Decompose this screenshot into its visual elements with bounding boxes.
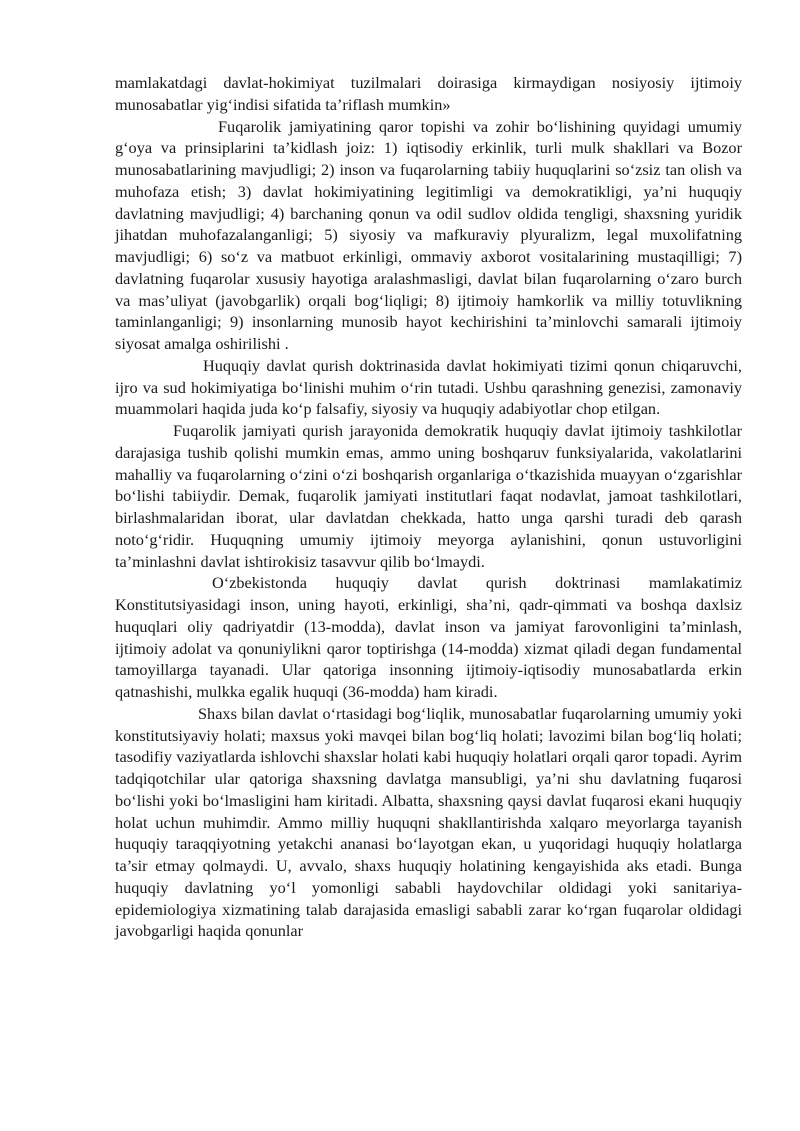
paragraph-uzbekistan-doctrine: O‘zbekistonda huquqiy davlat qurish doktrinasi mamlakatimiz Konstitutsiyasidagi inson, uning hayoti, erkinligi, sha’ni, qadr-qimmati va boshqa daxlsiz huquqlari oliy qadriyatdir (13-modda), davlat inson va jamiyat farovonligini ta’minlash, ijtimoiy adolat va qonuniylikni qaror toptirishga (14-modda) xizmat qiladi degan fundamental tamoyillarga tayanadi. Ular qatoriga insonning ijtimoiy-iqtisodiy munosabatlarda erkin qatnashishi, mulkka egalik huquqi (36-modda) ham kiradi. xyxy=(115,573,742,701)
paragraph-person-state-relations: Shaxs bilan davlat o‘rtasidagi bog‘liqlik, munosabatlar fuqarolarning umumiy yoki konstitutsiyaviy holati; maxsus yoki mavqei bilan bog‘liq holati; lavozimi bilan bog‘liq holati; tasodifiy vaziyatlarda ishlovchi shaxslar holati kabi huquqiy holatlari orqali qaror topadi. Ayrim tadqiqotchilar ular qatoriga shaxsning davlatga mansubligi, ya’ni shu davlatning fuqarosi bo‘lishi yoki bo‘lmasligini ham kiritadi. Albatta, shaxsning qaysi davlat fuqarosi ekani huquqiy holat uchun muhimdir. Ammo milliy huquqni shakllantirishda xalqaro meyorlarga tayanish huquqiy taraqqiyotning yetakchi ananasi bo‘layotgan ekan, u yuqoridagi huquqiy holatlarga ta’sir etmay qolmaydi. U, avvalo, shaxs huquqiy holatining kengayishida aks etadi. Bunga huquqiy davlatning yo‘l yomonligi sababli haydovchilar oldidagi yoki sanitariya-epidemiologiya xizmatining talab darajasida emasligi sababli zarar ko‘rgan fuqarolar oldidagi javobgarligi haqida qonunlar xyxy=(115,703,742,941)
paragraph-separation-of-powers: Huquqiy davlat qurish doktrinasida davlat hokimiyati tizimi qonun chiqaruvchi, ijro va sud hokimiyatiga bo‘linishi muhim o‘rin tutadi. Ushbu qarashning genezisi, zamonaviy muammolari haqida juda ko‘p falsafiy, siyosiy va huquqiy adabiyotlar chop etilgan. xyxy=(115,355,742,419)
paragraph-democratic-state: Fuqarolik jamiyati qurish jarayonida demokratik huquqiy davlat ijtimoiy tashkilotlar darajasiga tushib qolishi mumkin emas, ammo uning boshqaruv funksiyalarida, vakolatlarini mahalliy va fuqarolarning o‘zini o‘zi boshqarish organlariga o‘tkazishida muayyan o‘zgarishlar bo‘lishi tabiiydir. Demak, fuqarolik jamiyati institutlari faqat nodavlat, jamoat tashkilotlari, birlashmalaridan iborat, ular davlatdan chekkada, hatto unga qarshi turadi deb qarash noto‘g‘ridir. Huquqning umumiy ijtimoiy meyorga aylanishini, qonun ustuvorligini ta’minlashni davlat ishtirokisiz tasavvur qilib bo‘lmaydi. xyxy=(115,421,742,571)
paragraph-civil-society-principles: Fuqarolik jamiyatining qaror topishi va zohir bo‘lishining quyidagi umumiy g‘oya va prinsiplarini ta’kidlash joiz: 1) iqtisodiy erkinlik, turli mulk shakllari va Bozor munosabatlarining mavjudligi; 2) inson va fuqarolarning tabiiy huquqlarini so‘zsiz tan olish va muhofaza etish; 3) davlat hokimiyatining legitimligi va demokratikligi, ya’ni huquqiy davlatning mavjudligi; 4) barchaning qonun va odil sudlov oldida tengligi, shaxsning yuridik jihatdan muhofazalanganligi; 5) siyosiy va mafkuraviy plyuralizm, legal muxolifatning mavjudligi; 6) so‘z va matbuot erkinligi, ommaviy axborot vositalarining mustaqilligi; 7) davlatning fuqarolar xususiy hayotiga aralashmasligi, davlat bilan fuqarolarning o‘zaro burch va mas’uliyat (javobgarlik) orqali bog‘liqligi; 8) ijtimoiy hamkorlik va milliy totuvlikning taminlanganligi; 9) insonlarning munosib hayot kechirishini ta’minlovchi samarali ijtimoiy siyosat amalga oshirilishi . xyxy=(115,116,742,353)
paragraph-definition-end: mamlakatdagi davlat-hokimiyat tuzilmalari doirasiga kirmaydigan nosiyosiy ijtimoiy munosabatlar yig‘indisi sifatida ta’riflash mumkin» xyxy=(115,73,742,114)
